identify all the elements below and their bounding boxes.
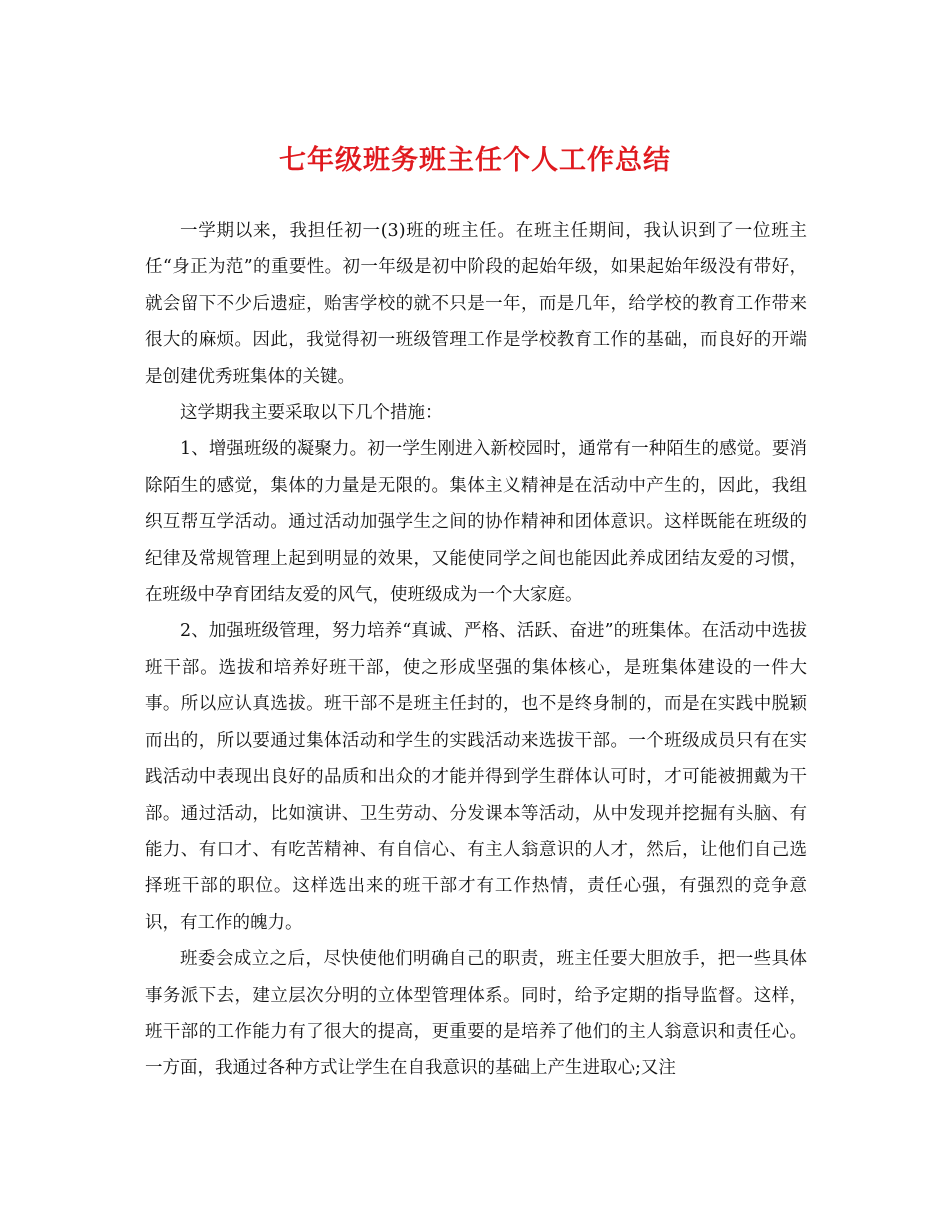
paragraph-measure-1: 1、增强班级的凝聚力。初一学生刚进入新校园时，通常有一种陌生的感觉。要消除陌生的感觉，集体的力量是无限的。集体主义精神是在活动中产生的，因此，我组织互帮互学活动。通过活动加强学生之间的协作精神和团体意识。这样既能在班级的纪律及常规管理上起到明显的效果，又能使同学之间也能因此养成团结友爱的习惯，在班级中孕育团结友爱的风气，使班级成为一个大家庭。: [145, 439, 807, 606]
paragraph-intro: 一学期以来，我担任初一(3)班的班主任。在班主任期间，我认识到了一位班主任“身正为范”的重要性。初一年级是初中阶段的起始年级，如果起始年级没有带好，就会留下不少后遗症，贻害学校的就不只是一年，而是几年，给学校的教育工作带来很大的麻烦。因此，我觉得初一班级管理工作是学校教育工作的基础，而良好的开端是创建优秀班集体的关键。: [145, 221, 807, 387]
paragraph-measures-lead: 这学期我主要采取以下几个措施：: [180, 403, 443, 424]
paragraph-class-committee: 班委会成立之后，尽快使他们明确自己的职责，班主任要大胆放手，把一些具体事务派下去，建立层次分明的立体型管理体系。同时，给予定期的指导监督。这样，班干部的工作能力有了很大的提高，更重要的是培养了他们的主人翁意识和责任心。一方面，我通过各种方式让学生在自我意识的基础上产生进取心;又注: [145, 949, 807, 1079]
document-body: [145, 213, 807, 1087]
document-title: 七年级班务班主任个人工作总结: [279, 145, 671, 176]
paragraph-measure-2: 2、加强班级管理，努力培养“真诚、严格、活跃、奋进”的班集体。在活动中选拔班干部。选拔和培养好班干部，使之形成坚强的集体核心，是班集体建设的一件大事。所以应认真选拔。班干部不是班主任封的，也不是终身制的，而是在实践中脱颖而出的，所以要通过集体活动和学生的实践活动来选拔干部。一个班级成员只有在实践活动中表现出良好的品质和出众的才能并得到学生群体认可时，才可能被拥戴为干部。通过活动，比如演讲、卫生劳动、分发课本等活动，从中发现并挖掘有头脑、有能力、有口才、有吃苦精神、有自信心、有主人翁意识的人才，然后，让他们自己选择班干部的职位。这样选出来的班干部才有工作热情，责任心强，有强烈的竞争意识，有工作的魄力。: [145, 621, 807, 933]
